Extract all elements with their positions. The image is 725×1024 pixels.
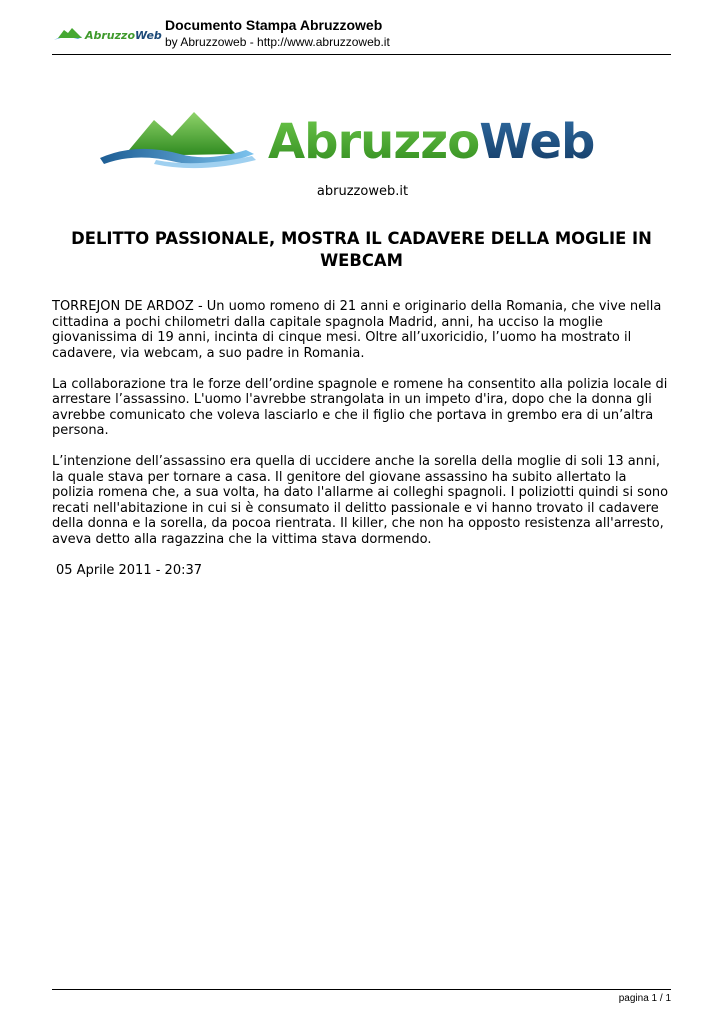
article-body xyxy=(52,299,672,594)
page-number: pagina 1 / 1 xyxy=(618,993,671,1004)
article-paragraph: L’intenzione dell’assassino era quella di uccidere anche la sorella della moglie di soli 13 anni, la quale stava per tornare a casa. Il genitore del giovane assassino ha subito allertato la polizia romena che, a sua volta, ha dato l'allarme ai colleghi spagnoli. I poliziotti quindi si sono recati nell'abitazione in cui si è consumato il delitto passionale e vi hanno trovato il cadavere della donna e la sorella, da pocoa rientrata. Il killer, che non ha opposto resistenza all'arresto, aveva detto alla ragazzina che la vittima stava dormendo. xyxy=(52,454,669,547)
svg-text:AbruzzoWeb: AbruzzoWeb xyxy=(85,29,162,42)
document-subtitle: by Abruzzoweb - http://www.abruzzoweb.it xyxy=(165,35,390,49)
article-paragraph: La collaborazione tra le forze dell’ordine spagnole e romene ha consentito alla polizia locale di arrestare l’assassino. L'uomo l'avrebbe strangolata in un impeto d'ira, dopo che la donna gli avrebbe comunicato che voleva lasciarlo e che il figlio che portava in grembo era di un’altra persona. xyxy=(52,376,668,438)
svg-text:AbruzzoWeb: AbruzzoWeb xyxy=(268,114,595,170)
page-header xyxy=(52,14,671,55)
abruzzoweb-small-logo xyxy=(52,23,162,45)
article-date: 05 Aprile 2011 - 20:37 xyxy=(56,562,203,578)
article-headline: DELITTO PASSIONALE, MOSTRA IL CADAVERE DELLA MOGLIE IN WEBCAM xyxy=(71,229,652,270)
article-paragraph: TORREJON DE ARDOZ - Un uomo romeno di 21 anni e originario della Romania, che vive nella cittadina a pochi chilometri dalla capitale spagnola Madrid, anni, ha ucciso la moglie giovanissima di 19 anni, incinta di cinque mesi. Oltre all’uxoricidio, l’uomo ha mostrato il cadavere, via webcam, a suo padre in Romania. xyxy=(52,299,662,361)
site-name: abruzzoweb.it xyxy=(316,184,409,199)
page-footer xyxy=(52,989,671,1004)
document-title: Documento Stampa Abruzzoweb xyxy=(165,17,383,33)
abruzzoweb-logo xyxy=(96,106,606,176)
